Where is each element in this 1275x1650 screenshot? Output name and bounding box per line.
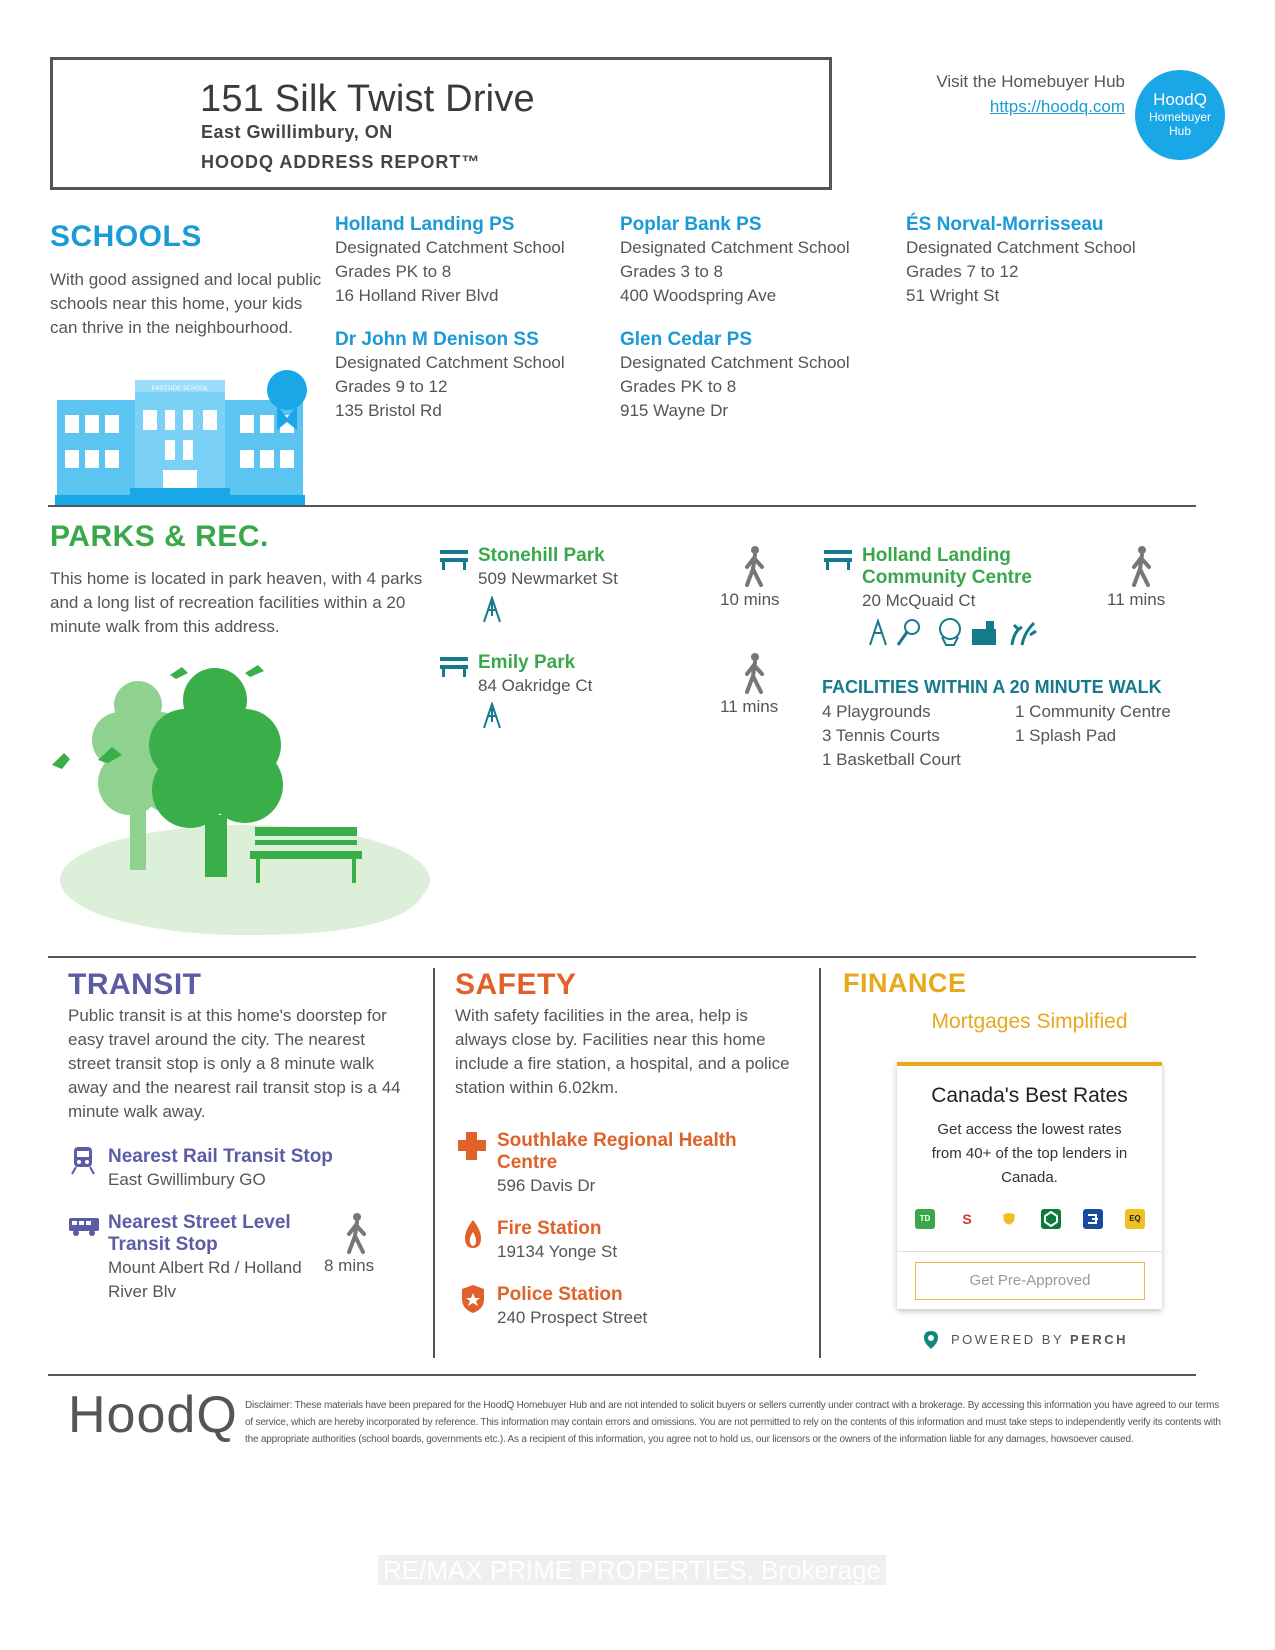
- schools-title: SCHOOLS: [50, 220, 202, 253]
- hexagon-bank-icon: [1041, 1209, 1061, 1229]
- fire-station-name: Fire Station: [497, 1218, 602, 1239]
- police-shield-icon: [460, 1283, 486, 1315]
- street-transit-item[interactable]: [108, 1212, 302, 1304]
- transit-description: Public transit is at this home's doorstep for easy travel around the city. The nearest street transit stop is only a 8 minute walk away and the nearest rail transit stop is a 44 minute walk away.: [68, 1006, 401, 1121]
- td-bank-icon: TD: [915, 1209, 935, 1229]
- hub-visit-text: Visit the Homebuyer Hub: [936, 72, 1125, 91]
- hub-badge-line1: HoodQ: [1153, 90, 1207, 109]
- school-grades: Grades 7 to 12: [906, 262, 1019, 281]
- hub-badge-line3: Hub: [1168, 124, 1191, 138]
- community-centre-name-line2: Community Centre: [862, 567, 1032, 588]
- get-pre-approved-button[interactable]: Get Pre-Approved: [915, 1262, 1145, 1300]
- tennis-icon: [898, 620, 919, 645]
- playground-icon: [870, 621, 886, 645]
- facilities-list-left: 4 Playgrounds 3 Tennis Courts 1 Basketball Court: [822, 702, 961, 769]
- bus-icon: [68, 1215, 100, 1237]
- school-grades: Grades PK to 8: [335, 262, 452, 281]
- street-transit-stop-line1: Mount Albert Rd / Holland: [108, 1258, 302, 1277]
- bank-logos: [915, 1209, 1145, 1233]
- mortgage-card-title: Canada's Best Rates: [931, 1084, 1128, 1107]
- section-divider: [48, 505, 1196, 507]
- finance-title: FINANCE: [843, 968, 967, 998]
- brokerage-watermark: RE/MAX PRIME PROPERTIES, Brokerage: [378, 1555, 886, 1585]
- fire-station-item[interactable]: [497, 1218, 617, 1264]
- walking-person-icon: [337, 1212, 377, 1257]
- school-sign-text: EASTSIDE SCHOOL: [151, 385, 209, 392]
- school-name: Poplar Bank PS: [620, 214, 762, 235]
- safety-description: With safety facilities in the area, help is always close by. Facilities near this home include a fire station, a hospital, and a police station within 6.02km.: [455, 1006, 790, 1097]
- walk-time: 11 mins: [1107, 590, 1166, 609]
- arrow-bank-icon: [1083, 1209, 1103, 1229]
- rail-transit-title: Nearest Rail Transit Stop: [108, 1146, 333, 1167]
- hospital-cross-icon: [456, 1130, 488, 1162]
- basketball-icon: [940, 619, 960, 645]
- walk-time: 11 mins: [720, 697, 779, 716]
- school-name: Holland Landing PS: [335, 214, 515, 235]
- school-name: Glen Cedar PS: [620, 329, 752, 350]
- school-item[interactable]: [620, 329, 850, 423]
- park-item[interactable]: [478, 652, 592, 698]
- scotiabank-icon: S: [957, 1209, 977, 1229]
- community-building-icon: [972, 621, 996, 645]
- rail-transit-item[interactable]: [108, 1146, 333, 1192]
- school-type: Designated Catchment School: [335, 353, 565, 372]
- community-centre-item[interactable]: [862, 545, 1032, 613]
- hub-badge-line2: Homebuyer: [1148, 110, 1212, 124]
- school-building-icon: [55, 370, 325, 510]
- transit-title: TRANSIT: [68, 968, 202, 1001]
- school-address: 51 Wright St: [906, 286, 1000, 305]
- train-icon: [70, 1145, 96, 1175]
- parks-description: This home is located in park heaven, with 4 parks and a long list of recreation facilities within a 20 minute walk from this address.: [50, 569, 423, 636]
- hospital-name-line2: Centre: [497, 1152, 558, 1173]
- map-pin-icon: [922, 1330, 940, 1350]
- address-city: East Gwillimbury, ON: [201, 122, 393, 142]
- school-name: ÉS Norval-Morrisseau: [906, 214, 1104, 235]
- hospital-name-line1: Southlake Regional Health: [497, 1130, 737, 1151]
- park-name: Stonehill Park: [478, 545, 605, 566]
- playground-icon: [480, 702, 504, 730]
- street-transit-stop-line2: River Blv: [108, 1282, 177, 1301]
- rail-transit-stop: East Gwillimbury GO: [108, 1170, 266, 1189]
- hub-badge[interactable]: [1135, 70, 1225, 160]
- fire-icon: [461, 1218, 485, 1250]
- address-title: 151 Silk Twist Drive: [200, 78, 535, 120]
- school-grades: Grades PK to 8: [620, 377, 737, 396]
- acorn-bank-icon: [999, 1209, 1019, 1229]
- walking-person-icon: [735, 652, 775, 697]
- walk-time: 8 mins: [324, 1256, 375, 1275]
- police-station-address: 240 Prospect Street: [497, 1308, 648, 1327]
- walk-time: 10 mins: [720, 590, 780, 609]
- school-item[interactable]: [335, 214, 565, 308]
- school-name: Dr John M Denison SS: [335, 329, 539, 350]
- facility-icons: [866, 617, 1046, 647]
- school-type: Designated Catchment School: [620, 353, 850, 372]
- mortgage-card: [897, 1062, 1162, 1309]
- mortgage-card-description: Get access the lowest rates from 40+ of the top lenders in Canada.: [931, 1121, 1128, 1186]
- school-address: 16 Holland River Blvd: [335, 286, 499, 305]
- police-station-name: Police Station: [497, 1284, 623, 1305]
- hospital-item[interactable]: [497, 1130, 737, 1198]
- walking-person-icon: [1122, 545, 1162, 590]
- park-bench-icon: [438, 654, 470, 678]
- school-item[interactable]: [620, 214, 850, 308]
- community-centre-address: 20 McQuaid Ct: [862, 591, 976, 610]
- school-grades: Grades 3 to 8: [620, 262, 724, 281]
- park-bench-icon: [822, 547, 854, 571]
- report-label: HOODQ ADDRESS REPORT™: [201, 152, 481, 172]
- parks-title: PARKS & REC.: [50, 520, 269, 553]
- school-grades: Grades 9 to 12: [335, 377, 448, 396]
- school-item[interactable]: [906, 214, 1136, 308]
- section-divider: [48, 956, 1196, 958]
- school-type: Designated Catchment School: [620, 238, 850, 257]
- park-address: 84 Oakridge Ct: [478, 676, 593, 695]
- disclaimer-text: Disclaimer: These materials have been prepared for the HoodQ Homebuyer Hub and are not intended to solicit buyers or sellers currently under contract with a brokerage. By accessing this information you have agreed to our terms of service, which are hereby incorporated by reference. This information may contain errors and omissions. You are not permitted to rely on the contents of this information and must take steps to independently verify its contents with the appropriate authorities (school boards, governments etc.). As a recipient of this information, you agree not to hold us, our licensors or the owners of the information liable for any damages, howsoever caused.: [245, 1400, 1221, 1445]
- splash-pad-icon: [1012, 623, 1036, 645]
- park-trees-illustration-icon: [50, 665, 430, 940]
- column-divider: [433, 968, 435, 1358]
- finance-subtitle: Mortgages Simplified: [931, 1010, 1128, 1033]
- community-centre-name-line1: Holland Landing: [862, 545, 1011, 566]
- park-name: Emily Park: [478, 652, 576, 673]
- school-item[interactable]: [335, 329, 565, 423]
- park-bench-icon: [438, 547, 470, 571]
- card-separator: [897, 1251, 1162, 1252]
- park-item[interactable]: [478, 545, 618, 591]
- police-station-item[interactable]: [497, 1284, 647, 1330]
- hoodq-logo: HoodQ: [68, 1386, 238, 1444]
- schools-description: With good assigned and local public schools near this home, your kids can thrive in the neighbourhood.: [50, 270, 322, 337]
- facilities-list-right: 1 Community Centre 1 Splash Pad: [1015, 702, 1171, 745]
- hospital-address: 596 Davis Dr: [497, 1176, 596, 1195]
- park-address: 509 Newmarket St: [478, 569, 618, 588]
- column-divider: [819, 968, 821, 1358]
- facilities-title: FACILITIES WITHIN A 20 MINUTE WALK: [822, 677, 1162, 697]
- footer-divider: [48, 1374, 1196, 1376]
- fire-station-address: 19134 Yonge St: [497, 1242, 618, 1261]
- playground-icon: [480, 596, 504, 624]
- school-type: Designated Catchment School: [335, 238, 565, 257]
- school-address: 135 Bristol Rd: [335, 401, 442, 420]
- safety-title: SAFETY: [455, 968, 577, 1001]
- street-transit-title-line1: Nearest Street Level: [108, 1212, 291, 1233]
- school-address: 400 Woodspring Ave: [620, 286, 777, 305]
- powered-by-perch: POWERED BY PERCH: [951, 1332, 1129, 1347]
- eq-bank-icon: EQ: [1125, 1209, 1145, 1229]
- walking-person-icon: [735, 545, 775, 590]
- school-address: 915 Wayne Dr: [620, 401, 729, 420]
- hub-link[interactable]: https://hoodq.com: [989, 97, 1125, 116]
- school-type: Designated Catchment School: [906, 238, 1136, 257]
- street-transit-title-line2: Transit Stop: [108, 1234, 218, 1255]
